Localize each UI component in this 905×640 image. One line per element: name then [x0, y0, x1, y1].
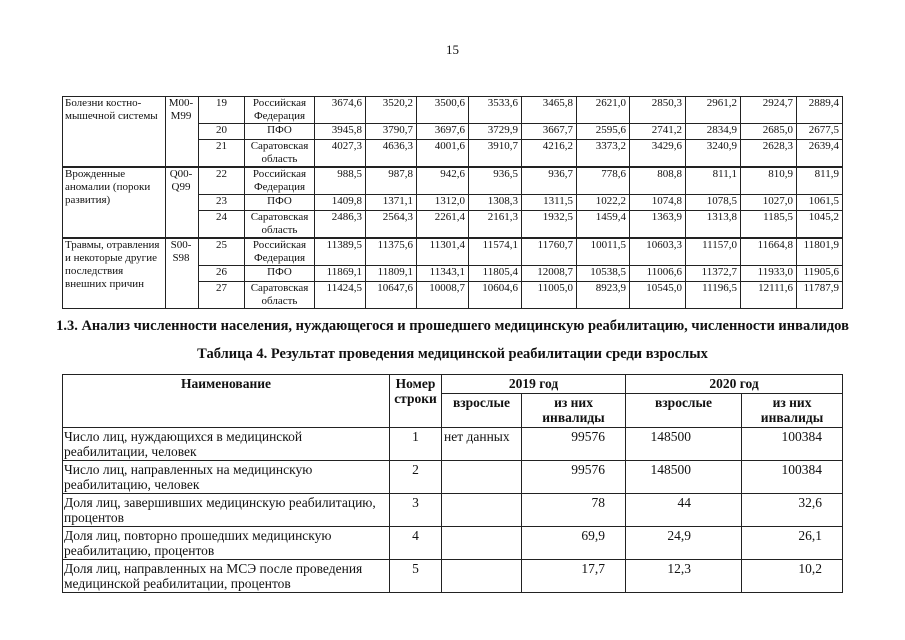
value-cell: 3674,6 [315, 97, 366, 124]
table-row [63, 560, 843, 593]
value-cell: 1311,5 [522, 195, 577, 211]
value-cell: 3667,7 [522, 124, 577, 140]
value-cell: 1045,2 [797, 211, 843, 239]
value-cell: 11196,5 [686, 282, 741, 309]
value-cell: 11301,4 [417, 238, 469, 266]
value-cell: 11760,7 [522, 238, 577, 266]
value-cell: 8923,9 [577, 282, 630, 309]
value-cell: 1313,8 [686, 211, 741, 239]
value-cell: 3520,2 [366, 97, 417, 124]
region-cell: Саратовская область [245, 211, 315, 239]
value-cell: 2741,2 [630, 124, 686, 140]
value-cell: 2850,3 [630, 97, 686, 124]
row-number-cell: 27 [199, 282, 245, 309]
row-number-cell: 4 [390, 527, 442, 560]
value-cell: 936,7 [522, 167, 577, 195]
row-number-cell: 3 [390, 494, 442, 527]
table-row [63, 167, 843, 195]
value-cell: 987,8 [366, 167, 417, 195]
disabled-2020-cell: 26,1 [742, 527, 843, 560]
header-disabled-2020: из них инвалиды [742, 394, 843, 428]
header-year-2019: 2019 год [442, 375, 626, 394]
value-cell: 1027,0 [741, 195, 797, 211]
value-cell: 936,5 [469, 167, 522, 195]
value-cell: 12111,6 [741, 282, 797, 309]
category-cell: Болезни костно-мышечной системы [63, 97, 166, 168]
value-cell: 1074,8 [630, 195, 686, 211]
value-cell: 2834,9 [686, 124, 741, 140]
value-cell: 11424,5 [315, 282, 366, 309]
value-cell: 942,6 [417, 167, 469, 195]
value-cell: 1022,2 [577, 195, 630, 211]
section-title: 1.3. Анализ численности населения, нуждающегося и прошедшего медицинскую реабилитацию, численности инвалидов [56, 318, 849, 334]
value-cell: 988,5 [315, 167, 366, 195]
value-cell: 2677,5 [797, 124, 843, 140]
disabled-2019-cell: 99576 [522, 461, 626, 494]
row-number-cell: 5 [390, 560, 442, 593]
indicator-name-cell: Доля лиц, направленных на МСЭ после проведения медицинской реабилитации, процентов [63, 560, 390, 593]
table-row [63, 527, 843, 560]
value-cell: 1308,3 [469, 195, 522, 211]
row-number-cell: 25 [199, 238, 245, 266]
value-cell: 1363,9 [630, 211, 686, 239]
value-cell: 2564,3 [366, 211, 417, 239]
value-cell: 11664,8 [741, 238, 797, 266]
value-cell: 4636,3 [366, 140, 417, 168]
adults-2020-cell: 12,3 [626, 560, 742, 593]
value-cell: 2161,3 [469, 211, 522, 239]
code-cell: Q00-Q99 [166, 167, 199, 238]
adults-2020-cell: 24,9 [626, 527, 742, 560]
value-cell: 1371,1 [366, 195, 417, 211]
value-cell: 11869,1 [315, 266, 366, 282]
table4-title: Таблица 4. Результат проведения медицинской реабилитации среди взрослых [197, 346, 708, 362]
table-row [63, 428, 843, 461]
category-cell: Травмы, отравления и некоторые другие последствия внешних причин [63, 238, 166, 309]
value-cell: 4216,2 [522, 140, 577, 168]
row-number-cell: 1 [390, 428, 442, 461]
table-row [63, 494, 843, 527]
value-cell: 11005,0 [522, 282, 577, 309]
adults-2019-cell: нет данных [442, 428, 522, 461]
value-cell: 3429,6 [630, 140, 686, 168]
value-cell: 3465,8 [522, 97, 577, 124]
value-cell: 2889,4 [797, 97, 843, 124]
disabled-2019-cell: 78 [522, 494, 626, 527]
row-number-cell: 2 [390, 461, 442, 494]
indicator-name-cell: Число лиц, направленных на медицинскую реабилитацию, человек [63, 461, 390, 494]
value-cell: 811,9 [797, 167, 843, 195]
value-cell: 3533,6 [469, 97, 522, 124]
header-row-number: Номер строки [390, 375, 442, 428]
value-cell: 11375,6 [366, 238, 417, 266]
header-adults-2020: взрослые [626, 394, 742, 428]
row-number-cell: 22 [199, 167, 245, 195]
value-cell: 11809,1 [366, 266, 417, 282]
value-cell: 778,6 [577, 167, 630, 195]
region-cell: Российская Федерация [245, 238, 315, 266]
page-number: 15 [446, 42, 459, 57]
value-cell: 2961,2 [686, 97, 741, 124]
header-disabled-2019: из них инвалиды [522, 394, 626, 428]
value-cell: 11574,1 [469, 238, 522, 266]
value-cell: 2621,0 [577, 97, 630, 124]
disabled-2020-cell: 100384 [742, 428, 843, 461]
region-cell: Саратовская область [245, 282, 315, 309]
adults-2019-cell [442, 494, 522, 527]
value-cell: 11805,4 [469, 266, 522, 282]
value-cell: 3945,8 [315, 124, 366, 140]
value-cell: 811,1 [686, 167, 741, 195]
header-adults-2019: взрослые [442, 394, 522, 428]
value-cell: 1932,5 [522, 211, 577, 239]
disease-statistics-table [62, 96, 843, 309]
value-cell: 1409,8 [315, 195, 366, 211]
value-cell: 3240,9 [686, 140, 741, 168]
disabled-2020-cell: 100384 [742, 461, 843, 494]
value-cell: 810,9 [741, 167, 797, 195]
region-cell: Российская Федерация [245, 97, 315, 124]
value-cell: 10008,7 [417, 282, 469, 309]
value-cell: 11372,7 [686, 266, 741, 282]
row-number-cell: 26 [199, 266, 245, 282]
code-cell: S00-S98 [166, 238, 199, 309]
value-cell: 4027,3 [315, 140, 366, 168]
value-cell: 2595,6 [577, 124, 630, 140]
disabled-2019-cell: 69,9 [522, 527, 626, 560]
table-row [63, 238, 843, 266]
row-number-cell: 23 [199, 195, 245, 211]
value-cell: 10604,6 [469, 282, 522, 309]
value-cell: 1185,5 [741, 211, 797, 239]
value-cell: 808,8 [630, 167, 686, 195]
value-cell: 3729,9 [469, 124, 522, 140]
value-cell: 2639,4 [797, 140, 843, 168]
value-cell: 11933,0 [741, 266, 797, 282]
value-cell: 11801,9 [797, 238, 843, 266]
table-row [63, 461, 843, 494]
row-number-cell: 19 [199, 97, 245, 124]
value-cell: 10545,0 [630, 282, 686, 309]
value-cell: 1061,5 [797, 195, 843, 211]
adults-2020-cell: 148500 [626, 428, 742, 461]
header-year-2020: 2020 год [626, 375, 843, 394]
indicator-name-cell: Доля лиц, повторно прошедших медицинскую реабилитацию, процентов [63, 527, 390, 560]
value-cell: 3697,6 [417, 124, 469, 140]
region-cell: ПФО [245, 266, 315, 282]
value-cell: 10647,6 [366, 282, 417, 309]
value-cell: 2486,3 [315, 211, 366, 239]
row-number-cell: 20 [199, 124, 245, 140]
value-cell: 2685,0 [741, 124, 797, 140]
value-cell: 11389,5 [315, 238, 366, 266]
value-cell: 10603,3 [630, 238, 686, 266]
region-cell: Саратовская область [245, 140, 315, 168]
value-cell: 11787,9 [797, 282, 843, 309]
row-number-cell: 24 [199, 211, 245, 239]
code-cell: М00-М99 [166, 97, 199, 168]
indicator-name-cell: Число лиц, нуждающихся в медицинской реабилитации, человек [63, 428, 390, 461]
region-cell: ПФО [245, 195, 315, 211]
value-cell: 11343,1 [417, 266, 469, 282]
adults-2019-cell [442, 461, 522, 494]
value-cell: 1312,0 [417, 195, 469, 211]
table-row [63, 97, 843, 124]
header-name: Наименование [63, 375, 390, 428]
region-cell: ПФО [245, 124, 315, 140]
region-cell: Российская Федерация [245, 167, 315, 195]
adults-2019-cell [442, 560, 522, 593]
value-cell: 3910,7 [469, 140, 522, 168]
value-cell: 1459,4 [577, 211, 630, 239]
adults-2020-cell: 148500 [626, 461, 742, 494]
value-cell: 3373,2 [577, 140, 630, 168]
disabled-2019-cell: 99576 [522, 428, 626, 461]
value-cell: 10011,5 [577, 238, 630, 266]
value-cell: 3500,6 [417, 97, 469, 124]
row-number-cell: 21 [199, 140, 245, 168]
value-cell: 2628,3 [741, 140, 797, 168]
value-cell: 1078,5 [686, 195, 741, 211]
value-cell: 11006,6 [630, 266, 686, 282]
disabled-2020-cell: 10,2 [742, 560, 843, 593]
category-cell: Врожденные аномалии (пороки развития) [63, 167, 166, 238]
value-cell: 2261,4 [417, 211, 469, 239]
rehabilitation-results-table [62, 374, 843, 593]
value-cell: 4001,6 [417, 140, 469, 168]
disabled-2020-cell: 32,6 [742, 494, 843, 527]
value-cell: 12008,7 [522, 266, 577, 282]
adults-2020-cell: 44 [626, 494, 742, 527]
value-cell: 10538,5 [577, 266, 630, 282]
adults-2019-cell [442, 527, 522, 560]
value-cell: 11157,0 [686, 238, 741, 266]
value-cell: 11905,6 [797, 266, 843, 282]
value-cell: 2924,7 [741, 97, 797, 124]
indicator-name-cell: Доля лиц, завершивших медицинскую реабилитацию, процентов [63, 494, 390, 527]
value-cell: 3790,7 [366, 124, 417, 140]
disabled-2019-cell: 17,7 [522, 560, 626, 593]
